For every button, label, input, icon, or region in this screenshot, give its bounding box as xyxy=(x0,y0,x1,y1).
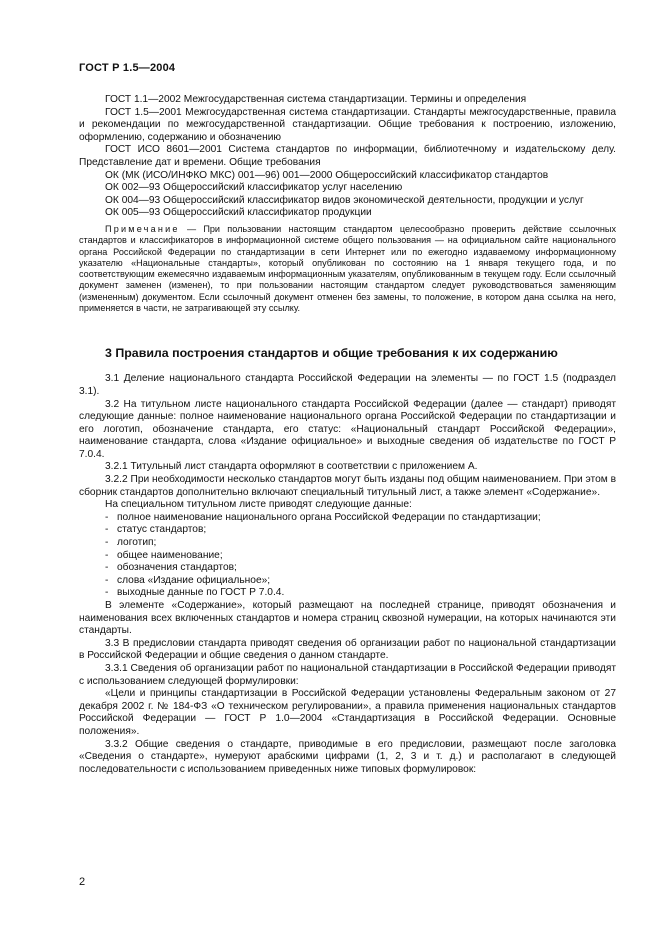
page-content xyxy=(79,94,616,776)
list-item-text: логотип; xyxy=(117,537,157,549)
list-dash: - xyxy=(105,524,109,536)
reference-item: ОК 004—93 Общероссийский классификатор видов экономической деятельности, продукции и услуг xyxy=(105,194,584,206)
references-list xyxy=(79,94,616,220)
note-text: — При пользовании настоящим стандартом целесообразно проверить действие ссылочных стандартов и классификаторов в информационной системе общего пользования — на официальном сайте национального органа Российской Федерации по стандартизации в сети Интернет или по ежегодно издаваемому информационному указателю «Национальные стандарты», который опубликован по состоянию на 1 января текущего года, и по соответствующим ежемесячно издаваемым информационным указателям, опубликованным в текущем году. Если ссылочный документ заменен (изменен), то при пользовании настоящим стандартом следует руководствоваться заменяющим (измененным) документом. Если ссылочный документ отменен без замены, то положение, в котором дана ссылка на него, применяется в части, не затрагивающей эту ссылку. xyxy=(79,223,616,314)
list-item xyxy=(79,550,616,563)
reference-item: ОК 005—93 Общероссийский классификатор продукции xyxy=(105,207,372,219)
list-item-text: слова «Издание официальное»; xyxy=(117,574,271,586)
list-dash: - xyxy=(105,549,109,561)
page-header: ГОСТ Р 1.5—2004 xyxy=(79,62,176,74)
reference-item: ОК 002—93 Общероссийский классификатор услуг населению xyxy=(105,182,403,194)
list-dash: - xyxy=(105,511,109,523)
list-item xyxy=(79,512,616,525)
note-paragraph xyxy=(79,224,616,314)
list-item xyxy=(79,537,616,550)
section-title: 3 Правила построения стандартов и общие требования к их содержанию xyxy=(105,346,558,361)
note-label: Примечание xyxy=(105,223,180,234)
body-paragraph: 3.2.2 При необходимости несколько стандартов могут быть изданы под общим наименованием. При этом в сборник стандартов дополнительно включают специальный титульный лист, а также элемент «Содержание». xyxy=(79,474,616,498)
list-item-text: обозначения стандартов; xyxy=(117,562,237,574)
list-item-text: общее наименование; xyxy=(117,549,223,561)
list-item-text: статус стандартов; xyxy=(117,524,207,536)
reference-item: ГОСТ 1.5—2001 Межгосударственная система стандартизации. Стандарты межгосударственные, правила и рекомендации по межгосударственной стандартизации. Общие требования к построению, изложению, оформлению, содержанию и обозначению xyxy=(79,106,616,143)
list-item xyxy=(79,524,616,537)
body-paragraph: 3.2.1 Титульный лист стандарта оформляют в соответствии с приложением А. xyxy=(105,461,478,473)
list-dash: - xyxy=(105,562,109,574)
body-paragraph: В элементе «Содержание», который размещают на последней странице, приводят обозначения и наименования всех включенных стандартов и номера страниц сквозной нумерации, на которых начинаются эти стандарты. xyxy=(79,600,616,637)
reference-item: ГОСТ ИСО 8601—2001 Система стандартов по информации, библиотечному и издательскому делу. Представление дат и времени. Общие требования xyxy=(79,144,616,168)
body-paragraph: 3.3 В предисловии стандарта приводят сведения об организации работ по национальной стандартизации в Российской Федерации и общие сведения о данном стандарте. xyxy=(79,637,616,662)
body-paragraph: На специальном титульном листе приводят следующие данные: xyxy=(105,499,412,511)
list-item-text: выходные данные по ГОСТ Р 7.0.4. xyxy=(117,587,285,599)
list-dash: - xyxy=(105,587,109,599)
list-item xyxy=(79,562,616,575)
body-paragraph: 3.3.2 Общие сведения о стандарте, приводимые в его предисловии, размещают после заголовка «Сведения о стандарте», нумеруют арабскими цифрами (1, 2, 3 и т. д.) и располагают в следующей последовательности с использованием приведенных ниже типовых формулировок: xyxy=(79,738,616,775)
body-paragraph: 3.2 На титульном листе национального стандарта Российской Федерации (далее — стандарт) приводят следующие данные: полное наименование национального органа Российской Федерации по стандартизации и его логотип, обозначение стандарта, его статус: «Национальный стандарт Российской Федерации», наименование стандарта, слова «Издание официальное» и выходные сведения об издательстве по ГОСТ Р 7.0.4. xyxy=(79,398,616,460)
quoted-paragraph: «Цели и принципы стандартизации в Российской Федерации установлены Федеральным законом от 27 декабря 2002 г. № 184-ФЗ «О техническом регулировании», а правила применения национальных стандартов Российской Федерации — ГОСТ Р 1.0—2004 «Стандартизация в Российской Федерации. Основные положения». xyxy=(79,688,616,737)
list-item xyxy=(79,575,616,588)
reference-item: ГОСТ 1.1—2002 Межгосударственная система стандартизации. Термины и определения xyxy=(105,94,527,105)
title-page-data-list xyxy=(79,512,616,600)
list-item xyxy=(79,587,616,600)
page-number: 2 xyxy=(79,876,86,888)
body-paragraph: 3.3.1 Сведения об организации работ по национальной стандартизации в Российской Федерации приводят с использованием следующей формулировки: xyxy=(79,662,616,687)
list-item-text: полное наименование национального органа Российской Федерации по стандартизации; xyxy=(117,511,541,523)
list-dash: - xyxy=(105,537,109,549)
list-dash: - xyxy=(105,574,109,586)
body-paragraph: 3.1 Деление национального стандарта Российской Федерации на элементы — по ГОСТ 1.5 (подраздел 3.1). xyxy=(79,373,616,397)
reference-item: ОК (МК (ИСО/ИНФКО МКС) 001—96) 001—2000 Общероссийский классификатор стандартов xyxy=(105,169,549,181)
